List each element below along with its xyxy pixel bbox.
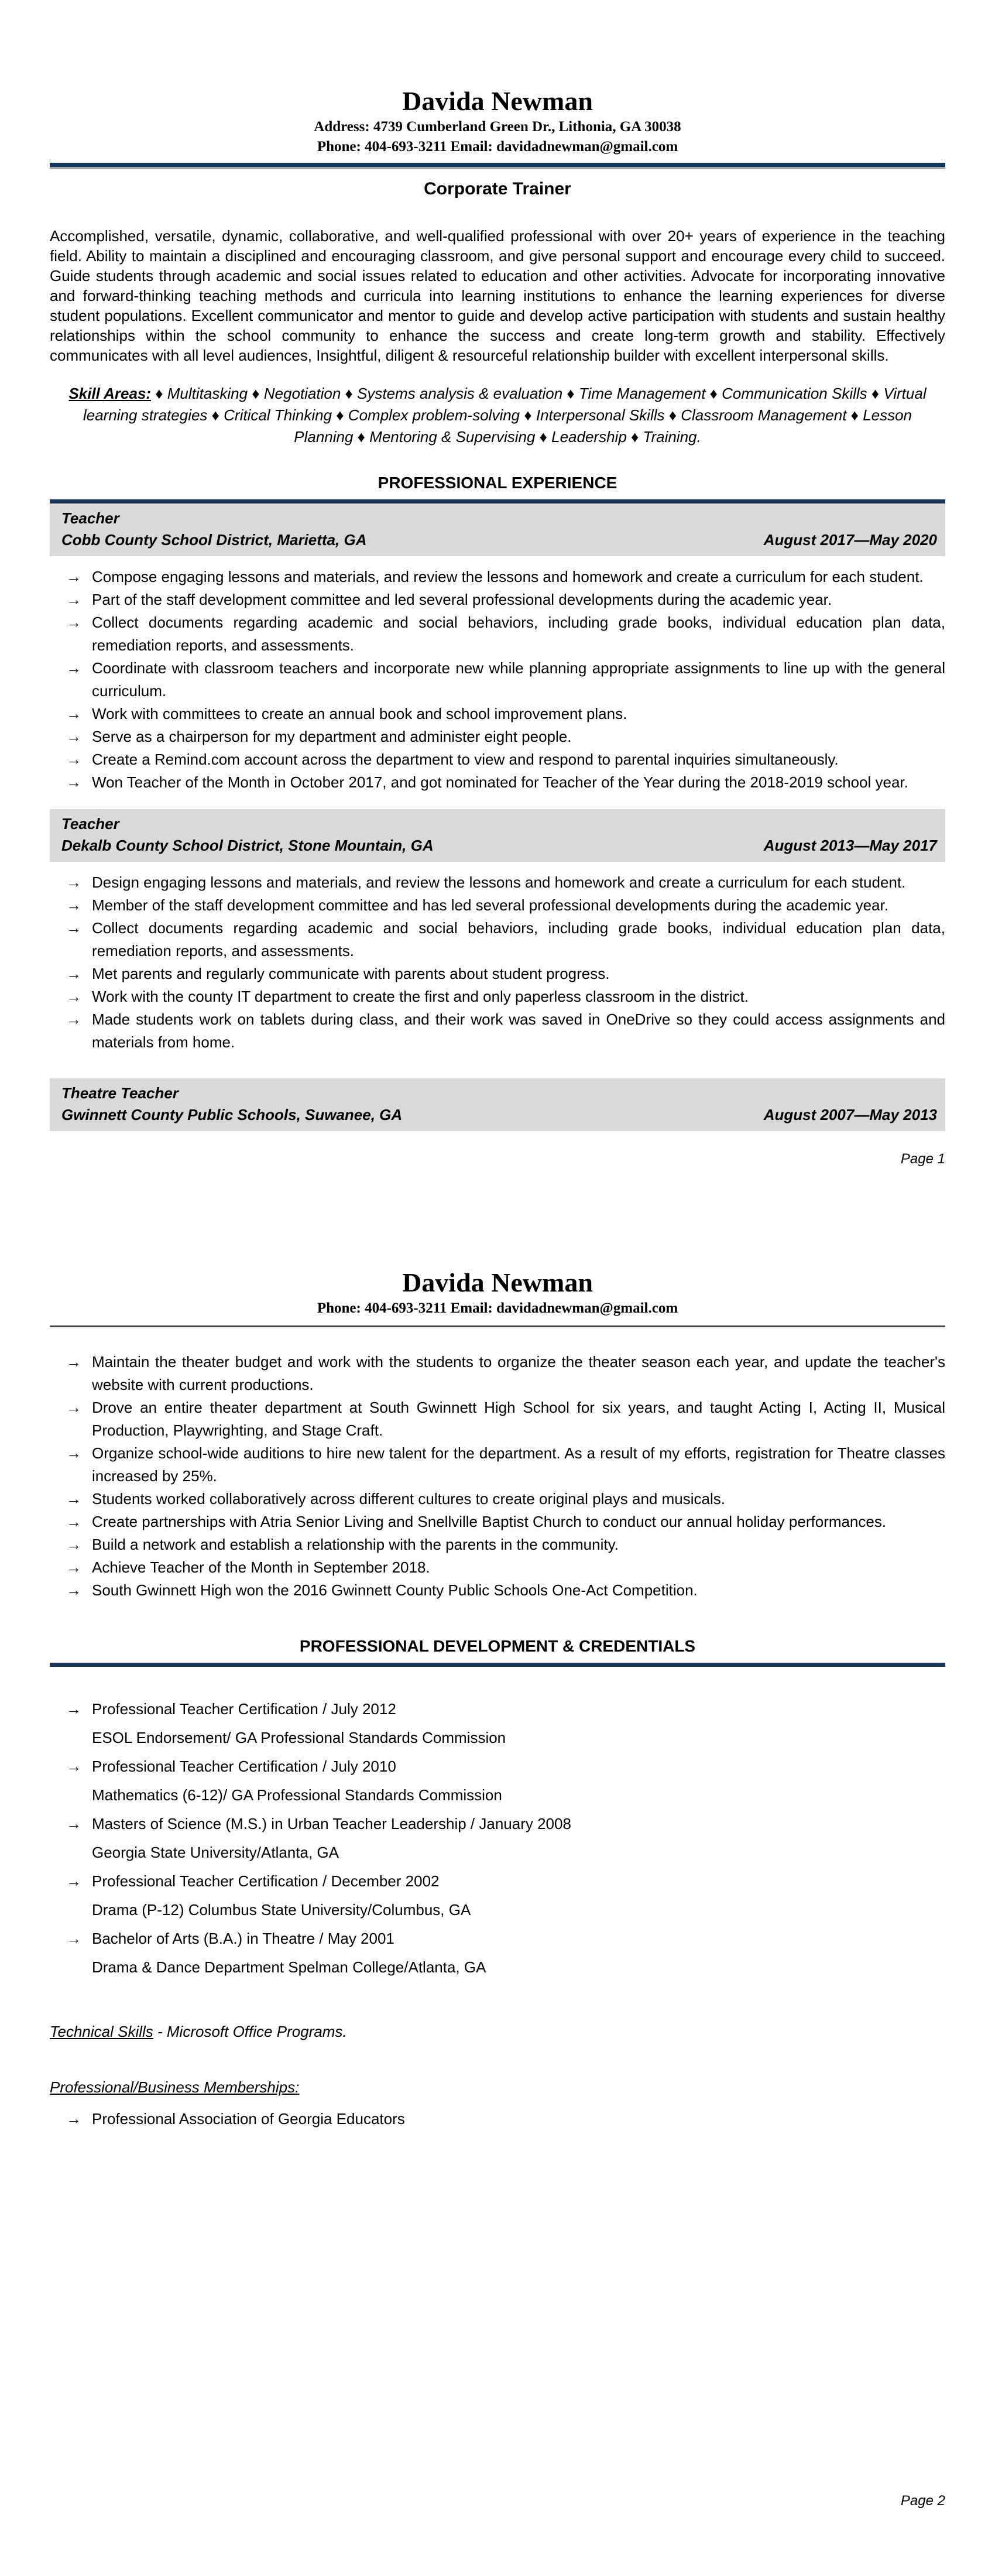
credential-title (50, 1924, 945, 1953)
section-heading-credentials: PROFESSIONAL DEVELOPMENT & CREDENTIALS (299, 1637, 696, 1655)
job-bullets-gwinnett (50, 1351, 945, 1602)
job-title: Teacher (61, 815, 119, 833)
bullet-item (50, 771, 945, 794)
bullet-text: Students worked collaboratively across different cultures to create original plays and musicals. (92, 1490, 725, 1508)
bullet-text: Won Teacher of the Month in October 2017, and got nominated for Teacher of the Year during the 2018-2019 school year. (92, 773, 908, 791)
phone-email-line: Phone: 404-693-3211 Email: davidadnewman@gmail.com (317, 139, 678, 155)
bullet-item (50, 2105, 945, 2133)
arrow-bullet-icon: → (66, 1581, 81, 1599)
arrow-bullet-icon: → (66, 1353, 81, 1371)
memberships-list (50, 2105, 945, 2133)
job-company: Gwinnett County Public Schools, Suwanee, GA (61, 1106, 403, 1123)
arrow-bullet-icon: → (66, 1872, 81, 1890)
job-dates: August 2007—May 2013 (763, 1106, 937, 1123)
summary-paragraph: Accomplished, versatile, dynamic, collaborative, and well-qualified professional with over 20+ years of experience in the teaching field. Ability to maintain a disciplined and encouraging classroom, and give personal support and encourage every child to succeed. Guide students through academic and social issues related to education and other activities. Advocate for incorporating innovative and forward-thinking teaching methods and curricula into learning institutions to enhance the learning experiences for diverse student populations. Excellent communicator and mentor to guide and develop active participation with students and sustain healthy relationships within the school community to enhance the success and create long-term growth and stability. Effectively communicates with all level audiences, Insightful, diligent & resourceful relationship builder with excellent interpersonal skills. (50, 227, 945, 364)
bullet-text: Professional Teacher Certification / July 2010 (92, 1758, 396, 1775)
credential-title (50, 1752, 945, 1781)
page-2 (50, 1267, 945, 2133)
page1-header (50, 85, 945, 157)
bullet-text: Create partnerships with Atria Senior Living and Snellville Baptist Church to conduct our annual holiday performances. (92, 1513, 887, 1530)
page2-number: Page 2 (900, 2493, 945, 2509)
header-divider (50, 163, 945, 170)
person-name: Davida Newman (402, 1268, 593, 1297)
bullet-text: Professional Teacher Certification / July 2012 (92, 1700, 396, 1718)
credential-detail: Georgia State University/Atlanta, GA (92, 1844, 339, 1861)
bullet-text: Maintain the theater budget and work with the students to organize the theater season each year, and update the teacher's website with current productions. (92, 1353, 945, 1393)
arrow-bullet-icon: → (66, 1758, 81, 1775)
bullet-item (50, 985, 945, 1008)
arrow-bullet-icon: → (66, 919, 81, 937)
bullet-item (50, 566, 945, 588)
skill-areas-paragraph (64, 383, 931, 448)
bullet-text: Coordinate with classroom teachers and incorporate new while planning appropriate assignments to line up with the general curriculum. (92, 659, 945, 700)
arrow-bullet-icon: → (66, 1536, 81, 1553)
arrow-bullet-icon: → (66, 873, 81, 891)
bullet-text: Design engaging lessons and materials, and review the lessons and homework and create a curriculum for each student. (92, 873, 906, 891)
arrow-bullet-icon: → (66, 1513, 81, 1530)
bullet-item (50, 703, 945, 725)
arrow-bullet-icon: → (66, 1558, 81, 1576)
bullet-text: Met parents and regularly communicate with parents about student progress. (92, 965, 610, 982)
job-header-dekalb (50, 809, 945, 862)
arrow-bullet-icon: → (66, 751, 81, 768)
bullet-item (50, 962, 945, 985)
credential-detail: Drama (P-12) Columbus State University/Columbus, GA (92, 1901, 471, 1919)
arrow-bullet-icon: → (66, 659, 81, 677)
credential-item (50, 1752, 945, 1810)
bullet-text: Part of the staff development committee and led several professional developments during the academic year. (92, 591, 832, 608)
section-heading-experience: PROFESSIONAL EXPERIENCE (378, 474, 617, 492)
bullet-text: Professional Association of Georgia Educators (92, 2110, 405, 2128)
bullet-text: South Gwinnett High won the 2016 Gwinnett County Public Schools One-Act Competition. (92, 1581, 698, 1599)
bullet-item (50, 1579, 945, 1602)
bullet-item (50, 1488, 945, 1510)
job-bullets-dekalb (50, 871, 945, 1054)
skill-areas-list: ♦ Multitasking ♦ Negotiation ♦ Systems analysis & evaluation ♦ Time Management ♦ Communication Skills ♦ Virtual learning strategies ♦ Critical Thinking ♦ Complex problem-solving ♦ Interpersonal Skills ♦ Classroom Management ♦ Lesson Planning ♦ Mentoring & Supervising ♦ Leadership ♦ Training. (83, 385, 927, 446)
credential-title (50, 1695, 945, 1724)
arrow-bullet-icon: → (66, 1930, 81, 1947)
credential-item (50, 1867, 945, 1924)
credential-title (50, 1867, 945, 1896)
document-title: Corporate Trainer (424, 179, 571, 198)
job-title: Theatre Teacher (61, 1084, 179, 1102)
bullet-text: Drove an entire theater department at South Gwinnett High School for six years, and taught Acting I, Acting II, Musical Production, Playwrighting, and Stage Craft. (92, 1399, 945, 1439)
credential-detail: Drama & Dance Department Spelman College/Atlanta, GA (92, 1958, 486, 1976)
bullet-text: Build a network and establish a relationship with the parents in the community. (92, 1536, 619, 1553)
bullet-item (50, 657, 945, 703)
job-bullets-cobb (50, 566, 945, 794)
bullet-text: Made students work on tablets during class, and their work was saved in OneDrive so they could access assignments and materials from home. (92, 1010, 945, 1051)
job-dates: August 2013—May 2017 (763, 837, 937, 854)
arrow-bullet-icon: → (66, 568, 81, 585)
bullet-item (50, 1396, 945, 1442)
memberships-heading: Professional/Business Memberships: (50, 2078, 300, 2096)
experience-section-divider (50, 499, 945, 503)
bullet-text: Organize school-wide auditions to hire new talent for the department. As a result of my efforts, registration for Theatre classes increased by 25%. (92, 1444, 945, 1485)
bullet-text: Serve as a chairperson for my department and administer eight people. (92, 728, 572, 745)
arrow-bullet-icon: → (66, 965, 81, 982)
job-title: Teacher (61, 509, 119, 527)
arrow-bullet-icon: → (66, 1815, 81, 1832)
arrow-bullet-icon: → (66, 614, 81, 631)
bullet-text: Professional Teacher Certification / December 2002 (92, 1872, 440, 1890)
job-company: Cobb County School District, Marietta, GA (61, 531, 367, 549)
bullet-text: Collect documents regarding academic and social behaviors, including grade books, individual education plan data, remediation reports, and assessments. (92, 614, 945, 654)
arrow-bullet-icon: → (66, 1490, 81, 1508)
bullet-text: Bachelor of Arts (B.A.) in Theatre / May 2001 (92, 1930, 394, 1947)
job-header-gwinnett (50, 1078, 945, 1131)
page1-number: Page 1 (900, 1151, 945, 1167)
bullet-item (50, 588, 945, 611)
bullet-item (50, 871, 945, 894)
bullet-item (50, 1008, 945, 1054)
job-header-cobb (50, 503, 945, 556)
bullet-item (50, 748, 945, 771)
bullet-item (50, 917, 945, 962)
skill-areas-label: Skill Areas: (68, 385, 152, 402)
credentials-list (50, 1695, 945, 1982)
arrow-bullet-icon: → (66, 773, 81, 791)
bullet-text: Achieve Teacher of the Month in September 2018. (92, 1558, 430, 1576)
job-company: Dekalb County School District, Stone Mountain, GA (61, 837, 434, 854)
bullet-item (50, 725, 945, 748)
arrow-bullet-icon: → (66, 705, 81, 722)
bullet-item (50, 611, 945, 657)
bullet-text: Work with committees to create an annual book and school improvement plans. (92, 705, 627, 722)
page-1 (50, 0, 945, 1167)
credential-item (50, 1695, 945, 1752)
bullet-text: Create a Remind.com account across the department to view and respond to parental inquiries simultaneously. (92, 751, 839, 768)
bullet-item (50, 1351, 945, 1396)
bullet-item (50, 1556, 945, 1579)
arrow-bullet-icon: → (66, 1444, 81, 1462)
technical-skills-value: - Microsoft Office Programs. (153, 2023, 347, 2040)
arrow-bullet-icon: → (66, 591, 81, 608)
arrow-bullet-icon: → (66, 1399, 81, 1416)
phone-email-line: Phone: 404-693-3211 Email: davidadnewman@gmail.com (317, 1300, 678, 1316)
bullet-text: Collect documents regarding academic and social behaviors, including grade books, individual education plan data, remediation reports, and assessments. (92, 919, 945, 960)
bullet-text: Work with the county IT department to create the first and only paperless classroom in the district. (92, 988, 749, 1005)
arrow-bullet-icon: → (66, 896, 81, 914)
bullet-item (50, 1533, 945, 1556)
bullet-text: Masters of Science (M.S.) in Urban Teacher Leadership / January 2008 (92, 1815, 571, 1832)
credential-item (50, 1810, 945, 1867)
page2-header-divider (50, 1325, 945, 1327)
credential-item (50, 1924, 945, 1982)
arrow-bullet-icon: → (66, 988, 81, 1005)
credentials-section-divider (50, 1663, 945, 1667)
credential-title (50, 1810, 945, 1838)
arrow-bullet-icon: → (66, 1700, 81, 1718)
bullet-text: Member of the staff development committee and has led several professional developments during the academic year. (92, 896, 888, 914)
bullet-text: Compose engaging lessons and materials, and review the lessons and homework and create a curriculum for each student. (92, 568, 924, 585)
job-dates: August 2017—May 2020 (763, 531, 937, 549)
bullet-item (50, 1510, 945, 1533)
credential-detail: Mathematics (6-12)/ GA Professional Standards Commission (92, 1786, 502, 1804)
arrow-bullet-icon: → (66, 2110, 81, 2128)
page2-header (50, 1267, 945, 1318)
person-name: Davida Newman (402, 86, 593, 116)
arrow-bullet-icon: → (66, 728, 81, 745)
arrow-bullet-icon: → (66, 1010, 81, 1028)
address-line: Address: 4739 Cumberland Green Dr., Lithonia, GA 30038 (314, 119, 681, 135)
credential-detail: ESOL Endorsement/ GA Professional Standards Commission (92, 1729, 506, 1746)
bullet-item (50, 1442, 945, 1488)
technical-skills-line (50, 2023, 945, 2041)
bullet-item (50, 894, 945, 917)
technical-skills-label: Technical Skills (50, 2023, 153, 2040)
